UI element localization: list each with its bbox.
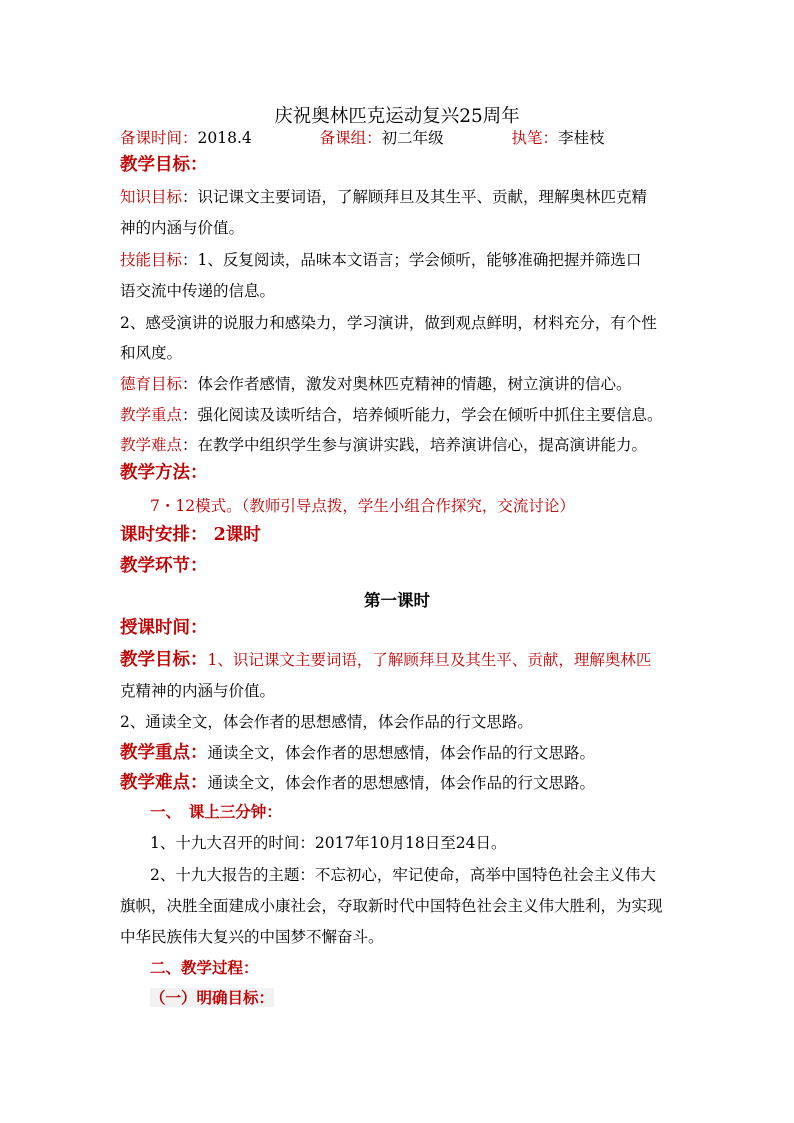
method-heading: 教学方法： (120, 463, 208, 483)
subsection1-wrap (150, 988, 274, 1008)
schedule-heading: 课时安排： (120, 525, 208, 545)
moral-goal (120, 374, 680, 394)
section1-item2-2: 旗帜，决胜全面建成小康社会，夺取新时代中国特色社会主义伟大胜利，为实现 (120, 897, 663, 915)
lesson-title: 第一课时 (364, 591, 430, 610)
knowledge-text-2: 神的内涵与价值。 (120, 219, 245, 237)
lesson-diff-text: 通读全文，体会作者的思想感情，体会作品的行文思路。 (207, 774, 596, 792)
section1-heading: 一、 课上三分钟： (150, 802, 282, 821)
lesson-goal-text-2: 克精神的内涵与价值。 (120, 682, 276, 700)
focus-label: 教学重点 (120, 406, 183, 424)
knowledge-text-1: ：识记课文主要词语，了解顾拜旦及其生平、贡献，理解奥林匹克精 (182, 188, 648, 206)
author-value: 李桂枝 (558, 129, 605, 147)
lesson-diff-label: 教学难点： (120, 773, 208, 793)
time-label: 备课时间： (120, 129, 198, 147)
difficulty (120, 435, 680, 455)
lesson-time-label: 授课时间： (120, 618, 208, 638)
skill-label: 技能目标 (120, 251, 183, 269)
lesson-focus-label: 教学重点： (120, 743, 208, 763)
skill-text-4: 和风度。 (120, 344, 183, 362)
meta-line (120, 128, 680, 148)
section1-item1: 1、十九大召开的时间：2017年10月18日至24日。 (150, 834, 507, 852)
lesson-goal-text-3: 2、通读全文，体会作者的思想感情，体会作品的行文思路。 (120, 713, 533, 731)
time-value: 2018.4 (197, 129, 252, 147)
focus-text: ：强化阅读及读听结合，培养倾听能力，学会在倾听中抓住主要信息。 (182, 406, 663, 424)
lesson-focus-text: 通读全文，体会作者的思想感情，体会作品的行文思路。 (207, 744, 596, 762)
knowledge-label: 知识目标 (120, 188, 183, 206)
steps-heading: 教学环节： (120, 556, 208, 576)
subsection1-heading: （一）明确目标： (150, 988, 275, 1007)
lesson-difficulty (120, 773, 680, 793)
skill-text-2: 语交流中传递的信息。 (120, 282, 276, 300)
difficulty-text: ：在教学中组织学生参与演讲实践，培养演讲信心，提高演讲能力。 (182, 436, 648, 454)
goals-heading: 教学目标： (120, 155, 208, 175)
skill-text-1: ：1、反复阅读，品味本文语言；学会倾听，能够准确把握并筛选口 (182, 251, 642, 269)
section2-heading: 二、教学过程： (150, 958, 259, 977)
lesson-goal (120, 650, 680, 670)
skill-goal (120, 250, 680, 270)
schedule-value: 2课时 (213, 525, 261, 545)
lesson-goal-text-1: 1、识记课文主要词语，了解顾拜旦及其生平、贡献，理解奥林匹 (207, 651, 652, 669)
moral-label: 德育目标 (120, 375, 183, 393)
focus (120, 405, 680, 425)
section1-item2-1: 2、十九大报告的主题：不忘初心，牢记使命，高举中国特色社会主义伟大 (150, 866, 656, 884)
lesson-goal-label: 教学目标： (120, 650, 208, 670)
moral-text: ：体会作者感情，激发对奥林匹克精神的情趣，树立演讲的信心。 (182, 375, 632, 393)
knowledge-goal (120, 187, 680, 207)
group-value: 初二年级 (381, 129, 444, 147)
skill-text-3: 2、感受演讲的说服力和感染力，学习演讲，做到观点鲜明，材料充分，有个性 (120, 314, 657, 332)
group-label: 备课组： (319, 129, 382, 147)
schedule (120, 525, 680, 545)
difficulty-label: 教学难点 (120, 436, 183, 454)
section1-item2-3: 中华民族伟大复兴的中国梦不懈奋斗。 (120, 928, 384, 946)
author-label: 执笔： (511, 129, 559, 147)
method-text: 7・12模式。（教师引导点拨，学生小组合作探究，交流讨论） (150, 497, 575, 515)
doc-title: 庆祝奥林匹克运动复兴25周年 (274, 106, 520, 127)
lesson-focus (120, 743, 680, 763)
